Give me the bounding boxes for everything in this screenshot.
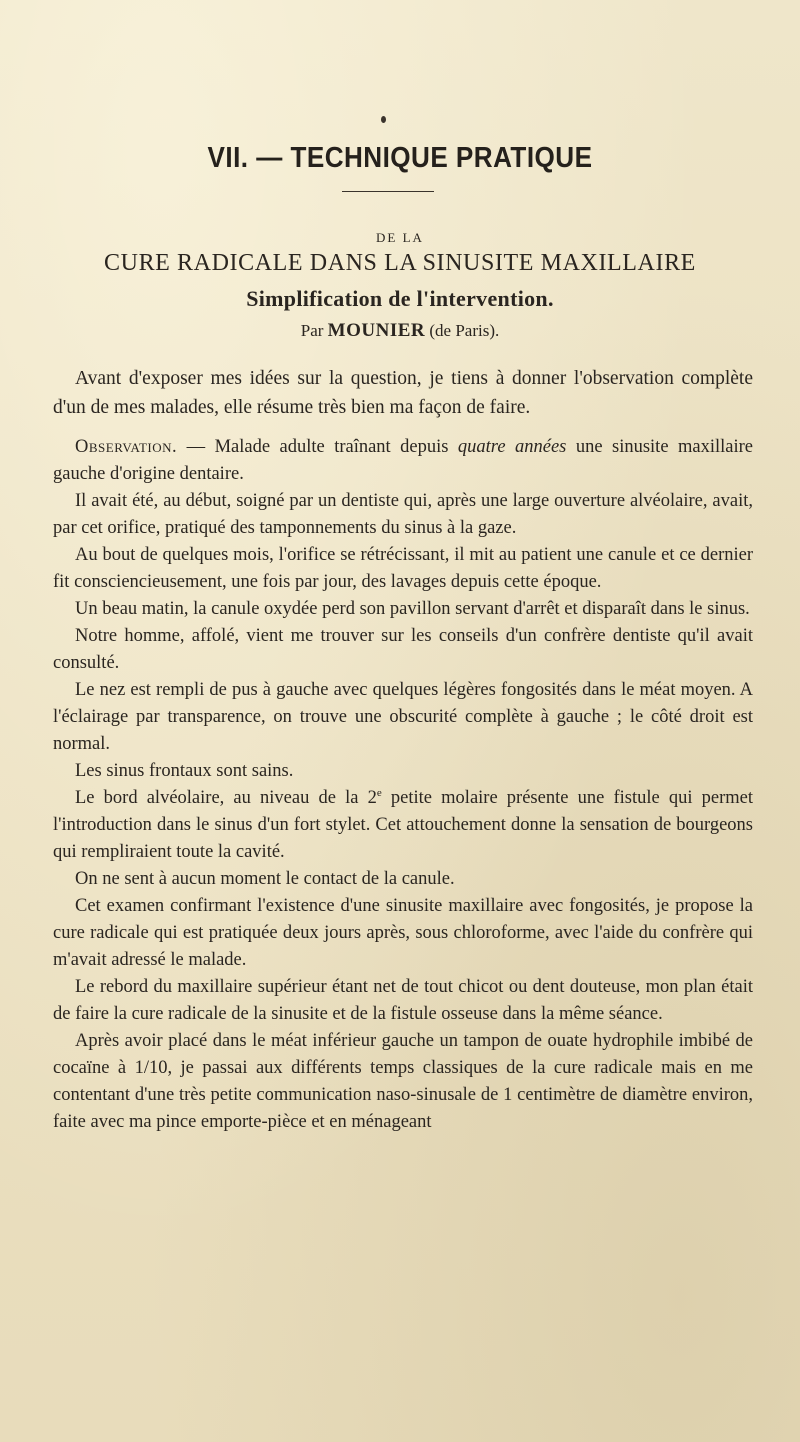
article-title: CURE RADICALE DANS LA SINUSITE MAXILLAIRE: [104, 250, 696, 276]
title-divider: [342, 191, 434, 192]
observation-emphasis: quatre années: [457, 437, 567, 457]
paragraph-bord: [53, 785, 753, 866]
observation-text-start: Malade adulte traînant depuis: [214, 437, 458, 457]
byline-suffix: (de Paris).: [425, 321, 500, 340]
ink-dot: [381, 116, 386, 123]
paragraph-matin: Un beau matin, la canule oxydée perd son pavillon servant d'arrêt et disparaît dans le sinus.: [75, 599, 750, 619]
paragraph-rebord: Le rebord du maxillaire supérieur étant net de tout chicot ou dent douteuse, mon plan était de faire la cure radicale de la sinusite et de la fistule osseuse dans la même séance.: [53, 977, 753, 1024]
observation-paragraph: [53, 434, 753, 488]
bord-text-end: petite molaire présente une fistule qui permet l'introduction dans le sinus d'un fort stylet. Cet attouchement donne la sensation de bourgeons qui rempliraient toute la cavité.: [53, 788, 754, 862]
article-body: [53, 364, 753, 1136]
paragraph-affole: Notre homme, affolé, vient me trouver sur les conseils d'un confrère dentiste qu'il avait consulté.: [53, 626, 753, 673]
observation-dash: —: [177, 437, 215, 457]
paragraph-nez: Le nez est rempli de pus à gauche avec quelques légères fongosités dans le méat moyen. A l'éclairage par transparence, on trouve une obscurité complète à gauche ; le côté droit est normal.: [53, 680, 753, 754]
bord-superscript: e: [376, 786, 382, 799]
intro-paragraph: Avant d'exposer mes idées sur la question, je tiens à donner l'observation complète d'un de mes malades, elle résume très bien ma façon de faire.: [53, 368, 753, 418]
observation-label: Observation.: [75, 437, 178, 457]
byline-prefix: Par: [300, 321, 328, 340]
title-connector: DE LA: [376, 230, 424, 245]
paragraph-canule: Au bout de quelques mois, l'orifice se rétrécissant, il mit au patient une canule et ce dernier fit consciencieusement, une fois par jour, des lavages depuis cette époque.: [53, 545, 753, 592]
paragraph-contact: On ne sent à aucun moment le contact de la canule.: [75, 869, 455, 889]
paragraph-frontaux: Les sinus frontaux sont sains.: [75, 761, 294, 781]
bord-text-start: Le bord alvéolaire, au niveau de la 2: [75, 788, 377, 808]
paragraph-apres: Après avoir placé dans le méat inférieur gauche un tampon de ouate hydrophile imbibé de cocaïne à 1/10, je passai aux différents temps classiques de la cure radicale mais en me contentant d'une très petite communication naso-sinusale de 1 centimètre de diamètre environ, faite avec ma pince emporte-pièce et en ménageant: [53, 1031, 753, 1132]
paragraph-examen: Cet examen confirmant l'existence d'une sinusite maxillaire avec fongosités, je propose la cure radicale qui est pratiquée deux jours après, sous chloroforme, avec l'aide du confrère qui m'avait adressé le malade.: [53, 896, 753, 970]
chapter-title: VII. — TECHNIQUE PRATIQUE: [207, 142, 593, 174]
paragraph-dentist: Il avait été, au début, soigné par un dentiste qui, après une large ouverture alvéolaire, avait, par cet orifice, pratiqué des tamponnements du sinus à la gaze.: [53, 491, 753, 538]
observation-text-end: une sinusite maxillaire gauche d'origine dentaire.: [53, 437, 753, 484]
byline: [0, 320, 800, 342]
article-subtitle: Simplification de l'intervention.: [246, 286, 554, 311]
byline-author: MOUNIER: [327, 320, 426, 341]
